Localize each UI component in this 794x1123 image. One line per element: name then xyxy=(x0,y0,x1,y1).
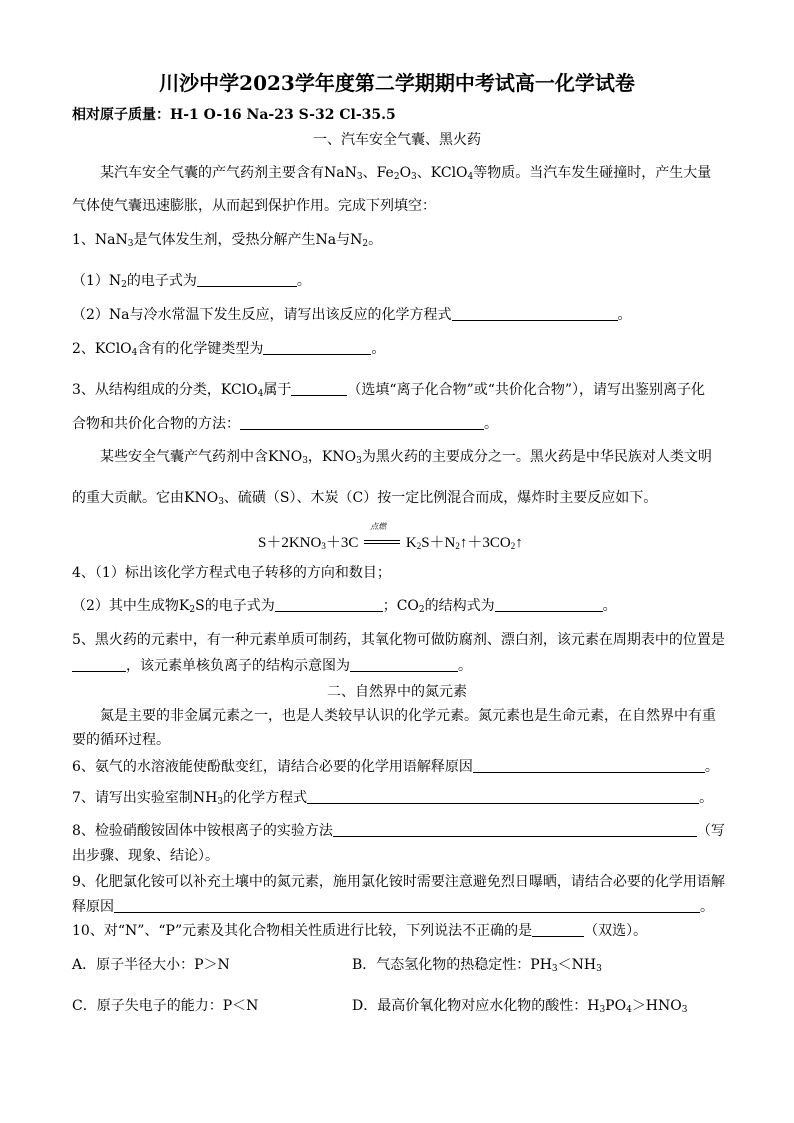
answer-blank[interactable] xyxy=(495,597,603,612)
question-2: 2、KClO$_4$含有的化学键类型为 。 xyxy=(72,341,386,358)
question-3: 3、从结构组成的分类，KClO$_4$属于 （选填“离子化合物”或“共价化合物”），请写出鉴别离子化 xyxy=(72,382,706,399)
question-5: 5、黑火药的元素中，有一种元素单质可制药，其氧化物可做防腐剂、漂白剂，该元素在周期表中的位置是 xyxy=(72,632,725,648)
answer-blank[interactable] xyxy=(240,415,484,430)
atomic-mass-line: 相对原子质量：H-1 O-16 Na-23 S-32 Cl-35.5 xyxy=(72,107,396,123)
section2-heading: 二、自然界中的氮元素 xyxy=(327,684,467,700)
question-1-2: （2）Na与冷水常温下发生反应，请写出该反应的化学方程式 。 xyxy=(72,307,632,323)
option-b: B．气态氢化物的热稳定性：$PH_3<NH_3$ xyxy=(352,957,602,974)
section2-intro-line2: 要的循环过程。 xyxy=(72,732,170,748)
section1-intro-line1: 某汽车安全气囊的产气药剂主要含有NaN$_3$、$Fe_2O_3$、KClO$_4$等物质。当汽车发生碰撞时，产生大量 xyxy=(100,165,712,182)
question-9-line2: 释原因 。 xyxy=(72,899,714,915)
question-1: 1、NaN$_3$是气体发生剂，受热分解产生Na与$N_2$。 xyxy=(72,232,383,249)
section1-para2-line2: 的重大贡献。它由$KNO_3$、硫磺（S）、木炭（C）按一定比例混合而成，爆炸时主要反应如下。 xyxy=(72,490,658,507)
answer-blank[interactable] xyxy=(72,657,126,672)
answer-blank[interactable] xyxy=(291,381,347,396)
section1-heading: 一、汽车安全气囊、黑火药 xyxy=(313,132,481,148)
question-4-1: 4、（1）标出该化学方程式电子转移的方向和数目； xyxy=(72,565,391,581)
question-9: 9、化肥氯化铵可以补充土壤中的氮元素，施用氯化铵时需要注意避免烈日曝晒，请结合必要的化学用语解 xyxy=(72,874,725,890)
exam-title: 川沙中学2023学年度第二学期期中考试高一化学试卷 xyxy=(159,71,635,95)
section1-intro-line2: 气体使气囊迅速膨胀，从而起到保护作用。完成下列填空： xyxy=(72,198,436,214)
option-d: D．最高价氧化物对应水化物的酸性：$H_3PO_4>HNO_3$ xyxy=(352,998,688,1015)
answer-blank[interactable] xyxy=(452,306,618,321)
section2-intro-line1: 氮是主要的非金属元素之一，也是人类较早认识的化学元素。氮元素也是生命元素，在自然界中有重 xyxy=(100,708,716,724)
gunpowder-equation: $S+2KNO_3+3C$ 点燃 $K_2S+N_2↑+3CO_2↑$ xyxy=(258,522,523,551)
answer-blank[interactable] xyxy=(275,597,383,612)
answer-blank[interactable] xyxy=(263,340,371,355)
answer-blank[interactable] xyxy=(333,822,697,837)
question-7: 7、请写出实验室制$NH_3$的化学方程式 。 xyxy=(72,790,714,807)
reaction-condition: 点燃 xyxy=(370,522,387,531)
question-4-2: （2）其中生成物$K_2S$的电子式为 ；$CO_2$的结构式为 。 xyxy=(72,598,617,615)
answer-blank[interactable] xyxy=(473,758,705,773)
question-5-line2: ，该元素单核负离子的结构示意图为 。 xyxy=(72,657,472,675)
reaction-condition-sign xyxy=(362,522,402,551)
question-8-line2: 出步骤、现象、结论）。 xyxy=(72,848,219,864)
answer-blank[interactable] xyxy=(114,898,700,913)
answer-blank[interactable] xyxy=(532,922,584,937)
question-6: 6、氨气的水溶液能使酚酞变红，请结合必要的化学用语解释原因 。 xyxy=(72,759,719,775)
question-3-line2: 合物和共价化合物的方法： 。 xyxy=(72,416,498,432)
option-a: A．原子半径大小：P＞N xyxy=(72,957,230,973)
answer-blank[interactable] xyxy=(350,657,458,672)
option-c: C．原子失电子的能力：P＜N xyxy=(72,998,259,1014)
question-10: 10、对“N”、“P”元素及其化合物相关性质进行比较，下列说法不正确的是 （双选）。 xyxy=(72,923,648,939)
question-1-1: $(1)N_2$的电子式为 。 xyxy=(72,273,311,290)
answer-blank[interactable] xyxy=(197,272,297,287)
section1-para2-line1: 某些安全气囊产气药剂中含$KNO_3$，$KNO_3$为黑火药的主要成分之一。黑火药是中华民族对人类文明 xyxy=(100,449,712,466)
question-8: 8、检验硝酸铵固体中铵根离子的实验方法 （写 xyxy=(72,823,725,839)
answer-blank[interactable] xyxy=(307,789,699,804)
